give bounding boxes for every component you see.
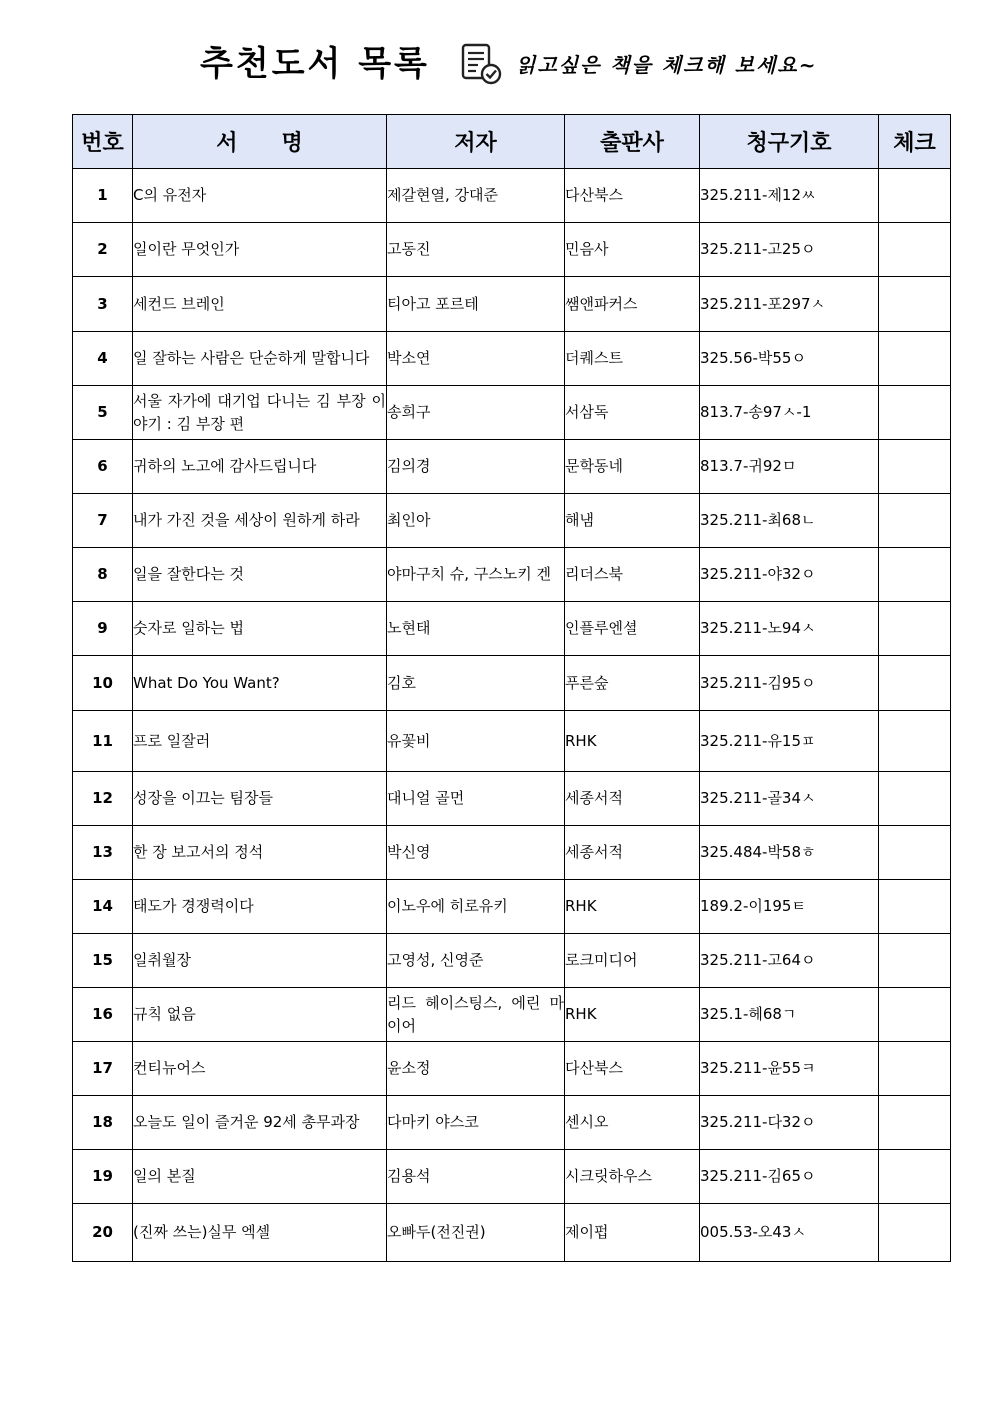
book-publisher: 시크릿하우스 <box>565 1150 700 1204</box>
book-call-number: 325.56-박55ㅇ <box>700 332 879 386</box>
table-row <box>73 169 951 223</box>
check-cell[interactable] <box>879 1150 951 1204</box>
book-call-number: 325.211-노94ㅅ <box>700 602 879 656</box>
check-cell[interactable] <box>879 711 951 772</box>
table-row <box>73 386 951 440</box>
book-title: 컨티뉴어스 <box>133 1042 387 1096</box>
book-call-number: 325.211-다32ㅇ <box>700 1096 879 1150</box>
book-title: 세컨드 브레인 <box>133 277 387 332</box>
book-publisher: 해냄 <box>565 494 700 548</box>
book-publisher: RHK <box>565 711 700 772</box>
check-cell[interactable] <box>879 772 951 826</box>
table-row <box>73 656 951 711</box>
book-number: 2 <box>73 223 133 277</box>
book-author: 노현태 <box>387 602 565 656</box>
book-call-number: 325.211-고64ㅇ <box>700 934 879 988</box>
book-author: 박신영 <box>387 826 565 880</box>
book-publisher: 제이펍 <box>565 1204 700 1262</box>
book-call-number: 813.7-귀92ㅁ <box>700 440 879 494</box>
book-call-number: 325.211-유15ㅍ <box>700 711 879 772</box>
book-author: 김의경 <box>387 440 565 494</box>
book-publisher: 세종서적 <box>565 826 700 880</box>
table-row <box>73 1042 951 1096</box>
book-number: 4 <box>73 332 133 386</box>
book-number: 17 <box>73 1042 133 1096</box>
book-title: 일 잘하는 사람은 단순하게 말합니다 <box>133 332 387 386</box>
book-call-number: 325.211-김65ㅇ <box>700 1150 879 1204</box>
book-author: 유꽃비 <box>387 711 565 772</box>
book-call-number: 325.211-최68ㄴ <box>700 494 879 548</box>
book-call-number: 325.211-포297ㅅ <box>700 277 879 332</box>
column-header-author: 저자 <box>387 115 565 169</box>
book-author: 김호 <box>387 656 565 711</box>
table-row <box>73 988 951 1042</box>
book-publisher: 다산북스 <box>565 1042 700 1096</box>
book-publisher: 푸른숲 <box>565 656 700 711</box>
book-call-number: 005.53-오43ㅅ <box>700 1204 879 1262</box>
column-header-check: 체크 <box>879 115 951 169</box>
book-author: 최인아 <box>387 494 565 548</box>
table-row <box>73 494 951 548</box>
book-author: 윤소정 <box>387 1042 565 1096</box>
check-cell[interactable] <box>879 548 951 602</box>
book-title: 일을 잘한다는 것 <box>133 548 387 602</box>
book-publisher: 센시오 <box>565 1096 700 1150</box>
book-author: 야마구치 슈, 구스노키 겐 <box>387 548 565 602</box>
book-publisher: 문학동네 <box>565 440 700 494</box>
book-call-number: 325.211-야32ㅇ <box>700 548 879 602</box>
book-call-number: 325.211-김95ㅇ <box>700 656 879 711</box>
book-title: C의 유전자 <box>133 169 387 223</box>
table-row <box>73 440 951 494</box>
table-row <box>73 826 951 880</box>
book-call-number: 189.2-이195ㅌ <box>700 880 879 934</box>
book-publisher: 다산북스 <box>565 169 700 223</box>
book-title: 프로 일잘러 <box>133 711 387 772</box>
book-number: 16 <box>73 988 133 1042</box>
book-author: 김용석 <box>387 1150 565 1204</box>
book-author: 다마키 야스코 <box>387 1096 565 1150</box>
check-cell[interactable] <box>879 656 951 711</box>
book-author: 티아고 포르테 <box>387 277 565 332</box>
check-cell[interactable] <box>879 494 951 548</box>
book-call-number: 325.211-제12ㅆ <box>700 169 879 223</box>
page-header <box>0 38 992 94</box>
book-call-number: 325.211-고25ㅇ <box>700 223 879 277</box>
page-title: 추천도서 목록 <box>200 44 430 84</box>
book-author: 박소연 <box>387 332 565 386</box>
book-number: 19 <box>73 1150 133 1204</box>
column-header-publisher: 출판사 <box>565 115 700 169</box>
book-number: 3 <box>73 277 133 332</box>
table-row <box>73 223 951 277</box>
table-row <box>73 277 951 332</box>
book-author: 고동진 <box>387 223 565 277</box>
book-publisher: RHK <box>565 988 700 1042</box>
book-author: 고영성, 신영준 <box>387 934 565 988</box>
book-number: 12 <box>73 772 133 826</box>
column-header-title: 서 명 <box>133 115 387 169</box>
table-header-row <box>73 115 951 169</box>
check-cell[interactable] <box>879 277 951 332</box>
book-title: 오늘도 일이 즐거운 92세 총무과장 <box>133 1096 387 1150</box>
book-publisher: 로크미디어 <box>565 934 700 988</box>
column-header-call-number: 청구기호 <box>700 115 879 169</box>
book-title: 서울 자가에 대기업 다니는 김 부장 이야기 : 김 부장 편 <box>133 386 387 440</box>
check-cell[interactable] <box>879 332 951 386</box>
book-number: 5 <box>73 386 133 440</box>
book-number: 18 <box>73 1096 133 1150</box>
book-author: 제갈현열, 강대준 <box>387 169 565 223</box>
book-title: 일취월장 <box>133 934 387 988</box>
table-row <box>73 1150 951 1204</box>
book-number: 8 <box>73 548 133 602</box>
book-title: 숫자로 일하는 법 <box>133 602 387 656</box>
book-call-number: 325.211-윤55ㅋ <box>700 1042 879 1096</box>
book-title: 규칙 없음 <box>133 988 387 1042</box>
book-title: 태도가 경쟁력이다 <box>133 880 387 934</box>
book-call-number: 325.1-헤68ㄱ <box>700 988 879 1042</box>
table-row <box>73 602 951 656</box>
book-number: 10 <box>73 656 133 711</box>
book-number: 6 <box>73 440 133 494</box>
book-call-number: 813.7-송97ㅅ-1 <box>700 386 879 440</box>
check-cell[interactable] <box>879 169 951 223</box>
table-row <box>73 1096 951 1150</box>
table-row <box>73 934 951 988</box>
check-cell[interactable] <box>879 1204 951 1262</box>
check-cell[interactable] <box>879 934 951 988</box>
page-subtitle: 읽고싶은 책을 체크해 보세요~ <box>516 53 818 77</box>
book-title: What Do You Want? <box>133 656 387 711</box>
table-row <box>73 772 951 826</box>
table-row <box>73 332 951 386</box>
check-cell[interactable] <box>879 988 951 1042</box>
book-number: 15 <box>73 934 133 988</box>
book-title: 일이란 무엇인가 <box>133 223 387 277</box>
book-title: 한 장 보고서의 정석 <box>133 826 387 880</box>
book-publisher: 민음사 <box>565 223 700 277</box>
book-number: 14 <box>73 880 133 934</box>
book-author: 리드 헤이스팅스, 에린 마이어 <box>387 988 565 1042</box>
book-author: 오빠두(전진권) <box>387 1204 565 1262</box>
table-row <box>73 880 951 934</box>
book-number: 1 <box>73 169 133 223</box>
check-cell[interactable] <box>879 880 951 934</box>
book-call-number: 325.211-골34ㅅ <box>700 772 879 826</box>
book-publisher: 쌤앤파커스 <box>565 277 700 332</box>
book-author: 이노우에 히로유키 <box>387 880 565 934</box>
table-row <box>73 548 951 602</box>
book-number: 9 <box>73 602 133 656</box>
book-number: 11 <box>73 711 133 772</box>
table-row <box>73 1204 951 1262</box>
book-title: (진짜 쓰는)실무 엑셀 <box>133 1204 387 1262</box>
book-author: 대니얼 골먼 <box>387 772 565 826</box>
book-title: 내가 가진 것을 세상이 원하게 하라 <box>133 494 387 548</box>
check-cell[interactable] <box>879 440 951 494</box>
book-number: 13 <box>73 826 133 880</box>
book-publisher: 서삼독 <box>565 386 700 440</box>
check-cell[interactable] <box>879 1096 951 1150</box>
book-publisher: 인플루엔셜 <box>565 602 700 656</box>
book-number: 7 <box>73 494 133 548</box>
check-cell[interactable] <box>879 223 951 277</box>
column-header-number: 번호 <box>73 115 133 169</box>
book-call-number: 325.484-박58ㅎ <box>700 826 879 880</box>
book-author: 송희구 <box>387 386 565 440</box>
book-publisher: 세종서적 <box>565 772 700 826</box>
book-list-table <box>72 114 951 1262</box>
checklist-document-icon <box>460 42 504 86</box>
book-publisher: 더퀘스트 <box>565 332 700 386</box>
book-publisher: 리더스북 <box>565 548 700 602</box>
check-cell[interactable] <box>879 1042 951 1096</box>
check-cell[interactable] <box>879 826 951 880</box>
table-row <box>73 711 951 772</box>
book-title: 귀하의 노고에 감사드립니다 <box>133 440 387 494</box>
book-title: 성장을 이끄는 팀장들 <box>133 772 387 826</box>
book-title: 일의 본질 <box>133 1150 387 1204</box>
book-number: 20 <box>73 1204 133 1262</box>
book-publisher: RHK <box>565 880 700 934</box>
check-cell[interactable] <box>879 386 951 440</box>
check-cell[interactable] <box>879 602 951 656</box>
